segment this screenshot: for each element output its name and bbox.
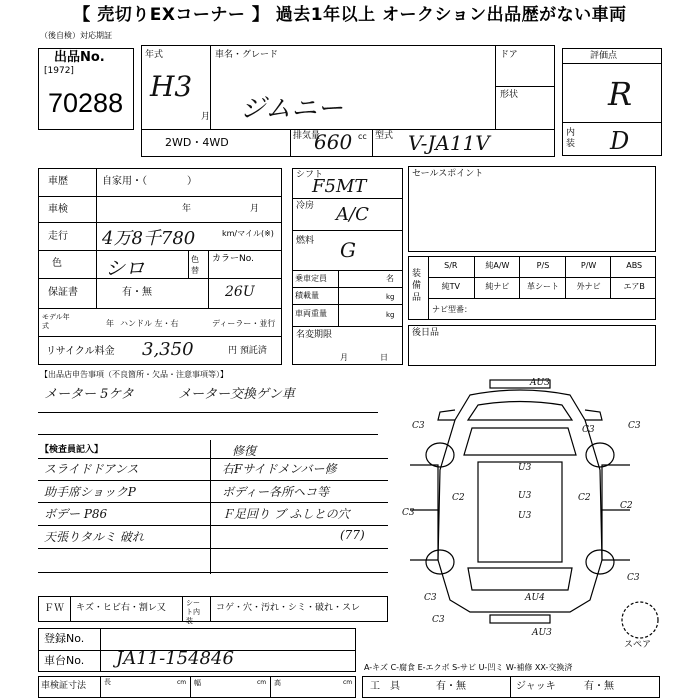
fw-sheet-marks: コゲ・穴・汚れ・シミ・破れ・スレ bbox=[216, 603, 361, 613]
length-label: 車検証寸法 bbox=[41, 681, 87, 691]
tool-value: 有・無 bbox=[436, 681, 466, 692]
wid-unit: cm bbox=[257, 679, 267, 686]
warranty-label: 保証書 bbox=[48, 287, 78, 298]
hei-mark: 高 bbox=[274, 679, 281, 687]
inspector-header: 【検査員記入】 bbox=[40, 445, 104, 455]
equip-item-r1-2: P/S bbox=[519, 256, 566, 277]
inspector-right-item: Ｆ足回り ブ ふしとの穴 bbox=[222, 507, 350, 521]
chassis-value: JA11-154846 bbox=[116, 648, 234, 669]
handle-label: ハンドル 左・右 bbox=[120, 319, 179, 328]
shaken-year: 年 bbox=[182, 204, 192, 214]
month-mark: 月 bbox=[201, 112, 211, 122]
meigi-day: 日 bbox=[380, 353, 388, 362]
recycle-value: 3,350 bbox=[142, 339, 194, 360]
disp-unit: cc bbox=[358, 132, 367, 141]
equip-item-r1-4: ABS bbox=[610, 256, 657, 277]
damage-mark: C3 bbox=[627, 573, 640, 583]
damage-mark: AU4 bbox=[525, 593, 545, 603]
equip-item-r2-0: 純TV bbox=[441, 282, 460, 291]
interior-value: D bbox=[610, 127, 630, 155]
name-value: ジムニー bbox=[240, 94, 343, 124]
mileage-label: 走行 bbox=[48, 231, 68, 242]
equip-item-r1-3: P/W bbox=[565, 256, 612, 277]
damage-mark: C3 bbox=[402, 508, 415, 518]
inspector-right-item: ボディー各所ヘコ等 bbox=[222, 485, 330, 499]
damage-mark: C2 bbox=[578, 493, 591, 503]
warranty-value: 有・無 bbox=[122, 287, 152, 298]
model-year-unit: 年 bbox=[106, 319, 114, 328]
after-label: 後日品 bbox=[412, 328, 440, 338]
weight-label: 車両重量 bbox=[295, 309, 327, 318]
mileage-value: 4万8千780 bbox=[102, 228, 196, 249]
chassis-label: 車台No. bbox=[44, 654, 85, 667]
equip-item-r1-1: 純A/W bbox=[474, 256, 521, 277]
inspector-item: 助手席ショックP bbox=[44, 485, 136, 499]
damage-mark: C3 bbox=[424, 593, 437, 603]
len-mark: 長 bbox=[104, 678, 111, 686]
inspector-right-item: (77) bbox=[340, 528, 365, 542]
fw-label: ＦＷ bbox=[44, 603, 64, 614]
inspector-item: ボデー P86 bbox=[44, 507, 108, 521]
equip-item-r2-3: 外ナビ bbox=[565, 277, 612, 298]
damage-mark: U3 bbox=[518, 463, 532, 473]
fw-sheet-label: シート内装 bbox=[186, 599, 200, 625]
damage-mark: C2 bbox=[452, 493, 465, 503]
capacity-unit: 名 bbox=[386, 274, 394, 283]
weight-unit: kg bbox=[386, 311, 395, 319]
jack-label: ジャッキ bbox=[516, 681, 556, 692]
ac-value: A/C bbox=[336, 204, 369, 225]
equip-item-r2-4: エアB bbox=[610, 277, 657, 298]
inspector-right-title: 修復 bbox=[232, 444, 257, 458]
notes-line1: メーター 5ケタ bbox=[44, 387, 134, 402]
sales-points-label: セールスポイント bbox=[412, 169, 484, 179]
interior-label: 内装 bbox=[566, 128, 576, 149]
hei-unit: cm bbox=[343, 679, 353, 686]
colorno-label: カラーNo. bbox=[212, 254, 254, 264]
damage-mark: C3 bbox=[628, 421, 641, 431]
meigi-label: 名変期限 bbox=[296, 330, 333, 340]
disp-value: 660 bbox=[314, 130, 353, 154]
top-note: （後自検）対応期証 bbox=[40, 31, 112, 40]
color-label: 色 bbox=[52, 258, 62, 269]
drive-label: 2WD・4WD bbox=[165, 136, 229, 149]
shaken-label: 車検 bbox=[48, 204, 68, 215]
damage-mark: C2 bbox=[620, 501, 633, 511]
load-label: 積載量 bbox=[295, 291, 319, 300]
notes-line2: メーター交換ゲン車 bbox=[178, 387, 295, 402]
fuel-value: G bbox=[340, 238, 356, 262]
model-label: 型式 bbox=[375, 131, 394, 141]
lot-number: 70288 bbox=[48, 88, 124, 118]
navi-label: ナビ型番： bbox=[432, 305, 472, 314]
damage-mark: U3 bbox=[518, 511, 532, 521]
fw-marks: キズ・ヒビ右・割レ又 bbox=[76, 603, 166, 613]
inspector-item: スライドドアンス bbox=[44, 462, 139, 476]
year-value: H3 bbox=[150, 70, 193, 103]
spare-label: スペア bbox=[624, 640, 652, 650]
recycle-unit: 円 預託済 bbox=[228, 346, 267, 356]
damage-mark: C3 bbox=[582, 425, 595, 435]
legend: A-キズ C-腐食 E-エクボ S-サビ U-凹ミ W-補修 XX-交換済 bbox=[364, 663, 573, 672]
recycle-label: リサイクル料金 bbox=[46, 346, 115, 357]
ac-label: 冷房 bbox=[296, 201, 315, 211]
mileage-unit: km/マイル(※) bbox=[222, 229, 274, 238]
reki-label: 車歴 bbox=[48, 176, 68, 187]
inspector-right-item: 右Fサイドメンバー修 bbox=[222, 462, 337, 476]
model-value: V-JA11V bbox=[408, 131, 490, 155]
inspector-item: 天張りタルミ 破れ bbox=[44, 530, 144, 544]
damage-mark: AU3 bbox=[532, 628, 552, 638]
damage-mark: C3 bbox=[432, 615, 445, 625]
banner-title: 【 売切りEXコーナー 】 過去1年以上 オークション出品歴がない車両 bbox=[73, 5, 627, 25]
load-unit: kg bbox=[386, 293, 395, 301]
colorno-value: 26U bbox=[225, 284, 255, 300]
fuel-label: 燃料 bbox=[296, 236, 315, 246]
lot-label: 出品No. bbox=[54, 50, 105, 65]
disp-label: 排気量 bbox=[293, 131, 321, 141]
len-unit: cm bbox=[177, 679, 187, 686]
shaken-month: 月 bbox=[250, 204, 260, 214]
door-label: ドア bbox=[500, 50, 518, 60]
wid-mark: 幅 bbox=[194, 679, 201, 687]
model-year-label: モデル年式 bbox=[42, 313, 70, 330]
tool-label: 工 具 bbox=[370, 681, 400, 692]
equip-item-r2-2: 革シート bbox=[519, 277, 566, 298]
year-label: 年式 bbox=[145, 50, 164, 60]
lot-sub: [1972] bbox=[44, 66, 74, 76]
damage-mark: C3 bbox=[412, 421, 425, 431]
color-change-label: 色替 bbox=[191, 255, 199, 275]
dealer-label: ディーラー・並行 bbox=[212, 319, 276, 328]
equip-item-r2-1: 純ナビ bbox=[474, 277, 521, 298]
reki-value: 自家用・（ ） bbox=[102, 176, 197, 187]
equip-label: 装備品 bbox=[412, 269, 422, 303]
notes-header: 【出品店申告事項（不良箇所・欠品・注意事項等）】 bbox=[40, 370, 228, 379]
shape-label: 形状 bbox=[500, 90, 519, 100]
jack-value: 有・無 bbox=[584, 681, 614, 692]
damage-mark: U3 bbox=[518, 491, 532, 501]
score-label: 評価点 bbox=[590, 51, 618, 61]
shift-label: シフト bbox=[296, 170, 324, 180]
reg-label: 登録No. bbox=[44, 632, 85, 645]
meigi-month: 月 bbox=[340, 353, 348, 362]
capacity-label: 乗車定員 bbox=[295, 274, 327, 283]
color-value: シロ bbox=[105, 256, 145, 280]
equip-item-r1-0: S/R bbox=[444, 261, 458, 270]
shift-value: F5MT bbox=[312, 176, 367, 197]
name-label: 車名・グレード bbox=[215, 50, 279, 60]
damage-mark: AU3 bbox=[530, 378, 550, 388]
score-value: R bbox=[608, 75, 633, 113]
